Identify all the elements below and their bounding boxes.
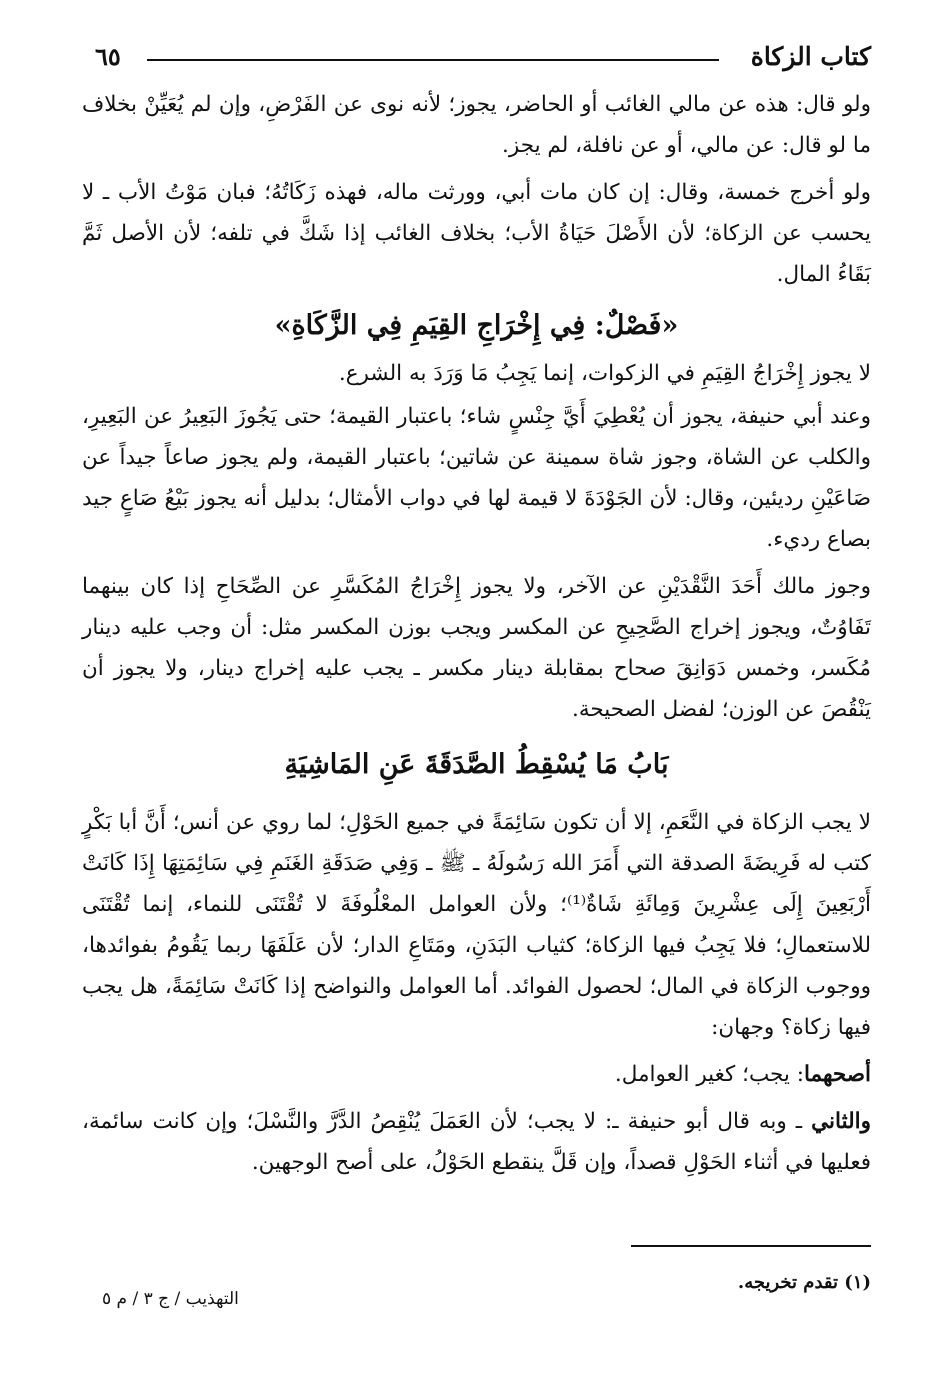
page-number: ٦٥ xyxy=(95,42,121,71)
footnote-rule xyxy=(631,1245,871,1247)
signature-mark: التهذيب / ج ٣ / م ٥ xyxy=(102,1289,239,1309)
paragraph: لا يجوز إِخْرَاجُ القِيَمِ في الزكوات، إنما يَجِبُ مَا وَرَدَ به الشرع. xyxy=(338,361,871,386)
running-header xyxy=(95,40,871,76)
paragraph: وعند أبي حنيفة، يجوز أن يُعْطِيَ أَيَّ جِنْسٍ شاء؛ باعتبار القيمة؛ حتى يَجُوزَ البَعِيرُ عن البَعِيرِ، والكلب عن الشاة، وجوز شاة سمينة عن شاتين؛ باعتبار القيمة، ولم يجوز صاعاً جيداً عن صَاعَيْنِ رديئين، وقال: لأن الجَوْدَةَ لا قيمة لها في دواب الأمثال؛ بدليل أنه يجوز بَيْعُ صَاعٍ جيد بصاع رديء. xyxy=(82,404,871,552)
paragraph-rest: ـ وبه قال أبو حنيفة ـ: لا يجب؛ لأن العَمَلَ يُنْقِصُ الدَّرَّ والنَّسْلَ؛ وإن كانت سائمة، فعليها في أثناء الحَوْلِ قصداً، وإن قَلَّ ينقطع الحَوْلُ، على أصح الوجهين. xyxy=(82,1109,871,1175)
paragraph-rest: : يجب؛ كغير العوامل. xyxy=(614,1062,804,1087)
paragraph-lead: والثاني xyxy=(811,1109,871,1134)
header-rule xyxy=(147,59,719,61)
body-text xyxy=(82,84,871,1189)
paragraph: ولو قال: هذه عن مالي الغائب أو الحاضر، يجوز؛ لأنه نوى عن الفَرْضِ، وإن لم يُعَيِّنْ بخلاف ما لو قال: عن مالي، أو عن نافلة، لم يجز. xyxy=(82,92,871,158)
chapter-title: كتاب الزكاة xyxy=(750,42,871,71)
paragraph: ولو أخرج خمسة، وقال: إن كان مات أبي، وورثت ماله، فهذه زَكَاتُهُ؛ فبان مَوْتُ الأب ـ لا يحسب عن الزكاة؛ لأن الأَصْلَ حَيَاةُ الأب؛ بخلاف الغائب إذا شَكَّ في تلفه؛ لأن الأصل ثَمَّ بَقَاءُ المال. xyxy=(82,180,871,287)
paragraph: وجوز مالك أَحَدَ النَّقْدَيْنِ عن الآخر، ولا يجوز إِخْرَاجُ المُكَسَّرِ عن الصِّحَاحِ إذا كان بينهما تَفَاوُتٌ، ويجوز إخراج الصَّحِيحِ عن المكسر ويجب بوزن المكسر مثل: أن وجب عليه دينار مُكَسر، وخمس دَوَانِقَ صحاح بمقابلة دينار مكسر ـ يجب عليه إخراج دينار، ولا يجوز أن يَنْقُصَ عن الوزن؛ لفضل الصحيحة. xyxy=(82,574,871,722)
paragraph xyxy=(82,1101,871,1183)
paragraph: لا يجب الزكاة في النَّعَمِ، إلا أن تكون سَائِمَةً في جميع الحَوْلِ؛ لما روي عن أنس؛ أَنَّ أبا بَكْرٍ كتب له فَرِيضَةَ الصدقة التي أَمَرَ الله رَسُولَهُ ـ ﷺ ـ وَفِي صَدَقَةِ الغَنَمِ فِي سَائِمَتِهَا إِذَا كَانَتْ أَرْبَعِينَ إِلَى عِشْرِينَ وَمِائَةِ شَاةٌ⁽¹⁾؛ ولأن العوامل المعْلُوفَةَ لا تُقْتَنَى للنماء، إنما تُقْتَنَى للاستعمالِ؛ فلا يَجِبُ فيها الزكاة؛ كثياب البَدَنِ، ومَتَاعِ الدار؛ لأن عَلَفَهَا ربما يَقُومُ بفوائدها، ووجوب الزكاة في المال؛ لحصول الفوائد. أما العوامل والنواضح إذا كَانَتْ سَائِمَةً، هل يجب فيها زكاة؟ وجهان: xyxy=(82,810,872,1040)
paragraph xyxy=(82,1054,871,1095)
paragraph-lead: أصحهما xyxy=(804,1062,871,1087)
chapter-heading: بَابُ مَا يُسْقِطُ الصَّدَقَةَ عَنِ المَاشِيَةِ xyxy=(284,749,669,780)
footnote: (١) تقدم تخريجه. xyxy=(737,1272,871,1293)
section-heading: «فَصْلٌ: فِي إِخْرَاجِ القِيَمِ فِي الزَّكَاةِ» xyxy=(274,310,679,341)
